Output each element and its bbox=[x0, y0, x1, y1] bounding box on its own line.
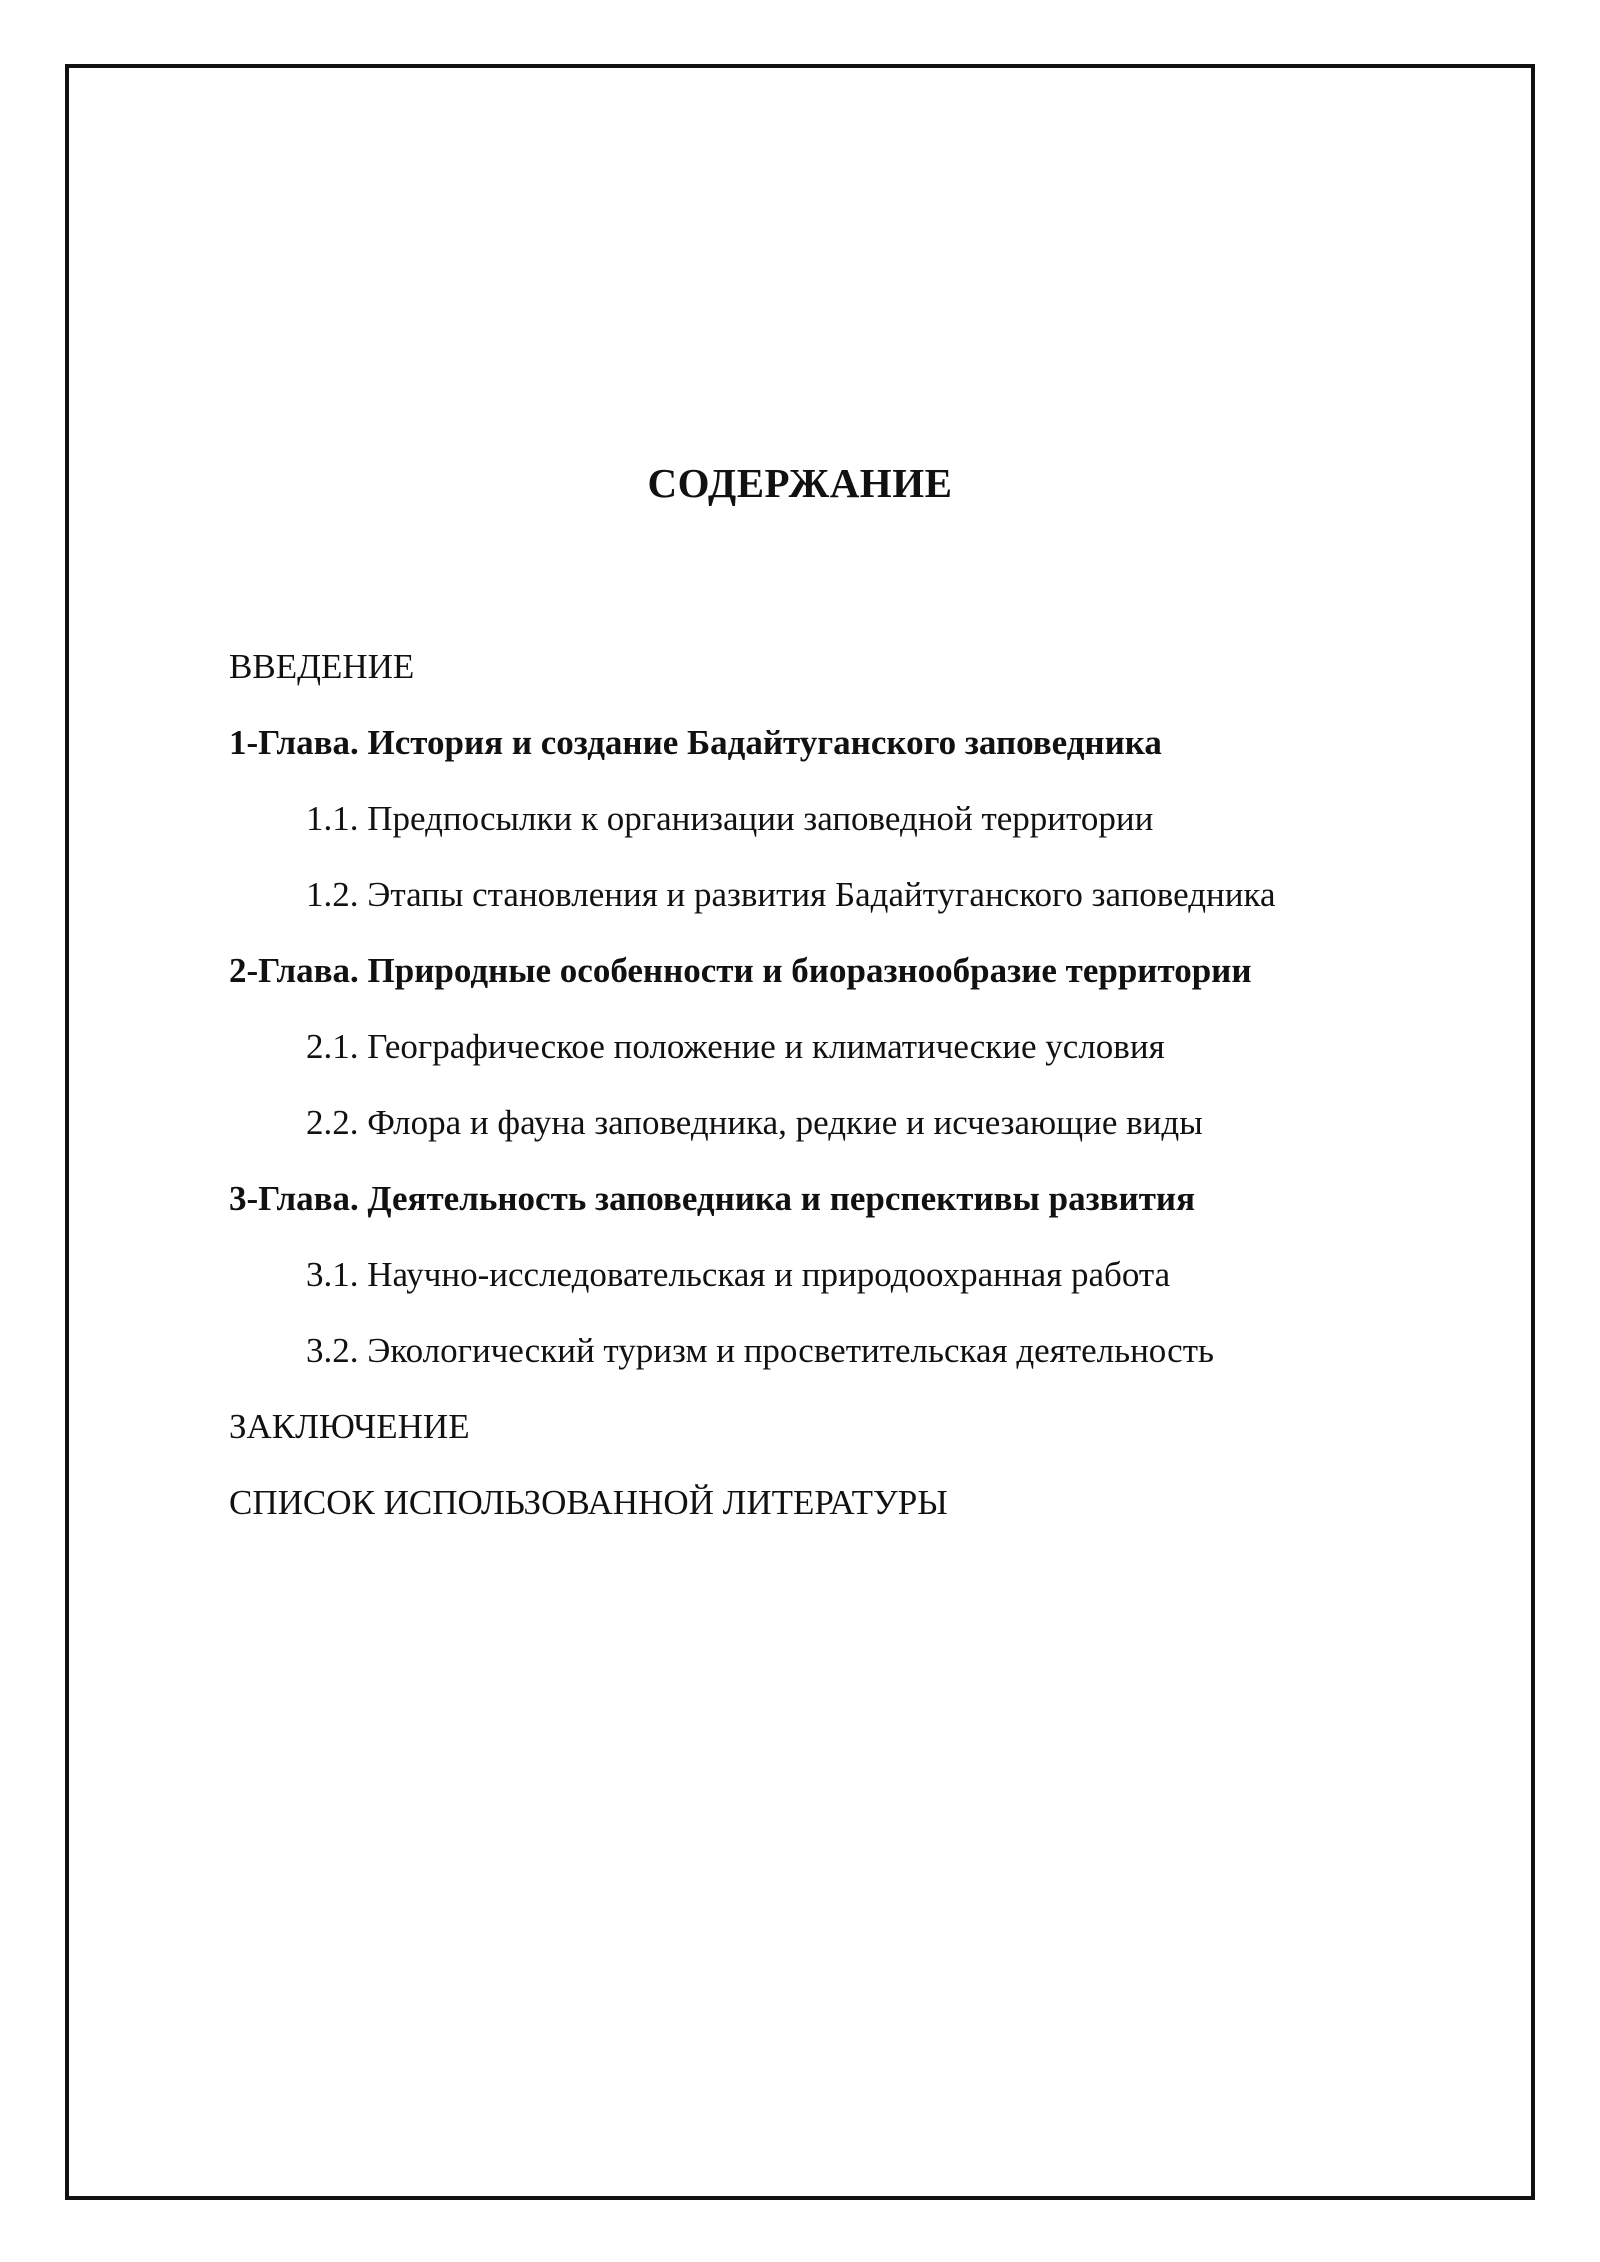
table-of-contents bbox=[229, 637, 1429, 1549]
toc-entry-section-3-2: 3.2. Экологический туризм и просветительская деятельность bbox=[306, 1331, 1214, 1370]
toc-entry-section-2-2: 2.2. Флора и фауна заповедника, редкие и исчезающие виды bbox=[306, 1103, 1203, 1142]
toc-entry-section-2-1: 2.1. Географическое положение и климатические условия bbox=[306, 1027, 1165, 1066]
toc-entry-conclusion: ЗАКЛЮЧЕНИЕ bbox=[229, 1407, 470, 1446]
toc-entry-chapter-3: 3-Глава. Деятельность заповедника и перспективы развития bbox=[229, 1179, 1196, 1218]
toc-entry-references: СПИСОК ИСПОЛЬЗОВАННОЙ ЛИТЕРАТУРЫ bbox=[229, 1483, 948, 1522]
toc-entry-section-1-1: 1.1. Предпосылки к организации заповедной территории bbox=[306, 799, 1154, 838]
toc-entry-introduction: ВВЕДЕНИЕ bbox=[229, 647, 415, 686]
toc-entry-section-3-1: 3.1. Научно-исследовательская и природоохранная работа bbox=[306, 1255, 1171, 1294]
toc-entry-chapter-1: 1-Глава. История и создание Бадайтуганского заповедника bbox=[229, 723, 1162, 762]
toc-entry-chapter-2: 2-Глава. Природные особенности и биоразнообразие территории bbox=[229, 951, 1252, 990]
page-title: СОДЕРЖАНИЕ bbox=[647, 460, 953, 506]
toc-entry-section-1-2: 1.2. Этапы становления и развития Бадайтуганского заповедника bbox=[306, 875, 1276, 914]
